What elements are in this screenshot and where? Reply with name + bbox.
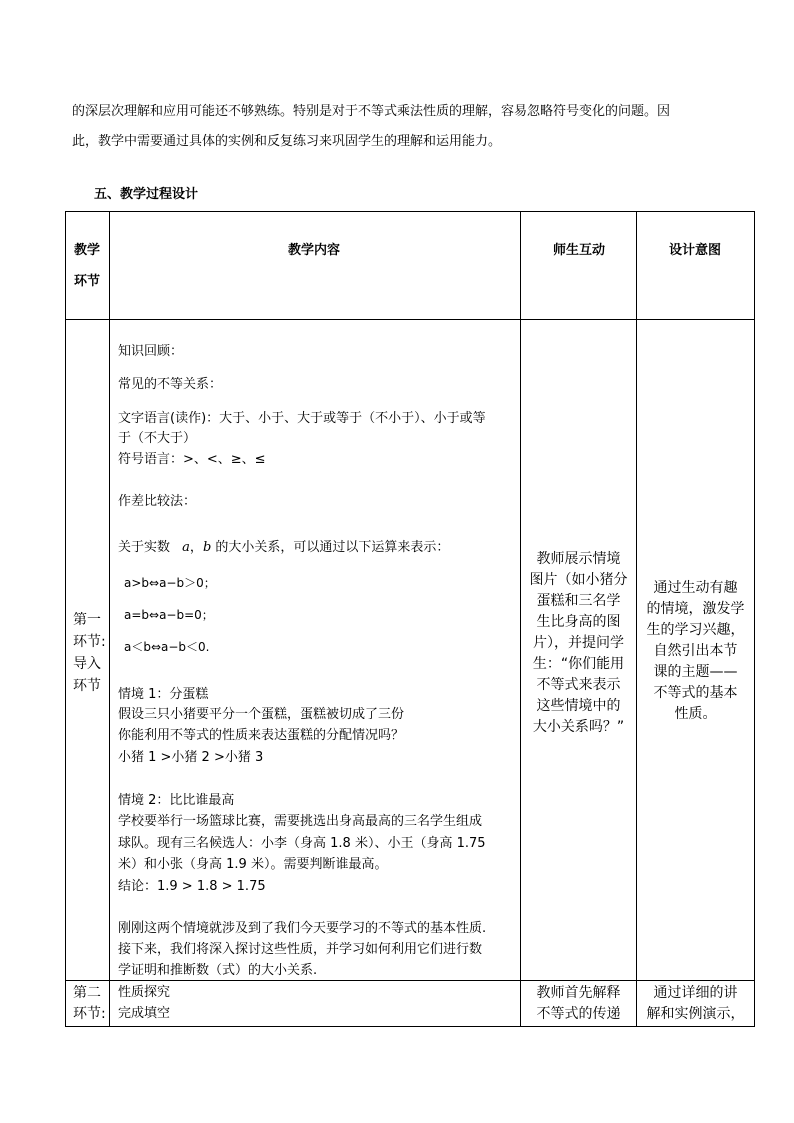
scenario-1-title: 情境 1：分蛋糕 — [118, 687, 209, 702]
scenario-1-line-2: 你能利用不等式的性质来表达蛋糕的分配情况吗？ — [118, 728, 405, 743]
row1-stage-line-4: 环节 — [73, 678, 101, 694]
real-numbers-statement — [118, 540, 449, 556]
row1-intent-line-2: 的情境，激发学 — [646, 601, 745, 617]
equivalence-greater: a>b⇔a−b＞0； — [124, 576, 216, 590]
row2-intent — [637, 981, 755, 1027]
variable-b: b — [202, 540, 212, 555]
symbolic-language: 符号语言：>、<、≥、≤ — [118, 452, 266, 467]
intro-paragraph-line-2: 此，教学中需要通过具体的实例和反复练习来巩固学生的理解和运用能力。 — [72, 134, 502, 149]
row1-interaction-line-8: 这些情境中的 — [536, 698, 621, 714]
header-content — [110, 212, 521, 320]
row1-intent-line-1: 通过生动有趣 — [653, 580, 738, 596]
scenario-2-conclusion: 结论：1.9 > 1.8 > 1.75 — [118, 879, 266, 894]
row1-interaction — [521, 320, 637, 981]
row1-interaction-line-6: 生：“你们能用 — [532, 656, 625, 672]
row2-stage-line-1: 第二 — [73, 985, 101, 1001]
real-numbers-prefix: 关于实数 — [118, 540, 171, 555]
row1-stage — [66, 320, 110, 981]
row2-intent-line-1: 通过详细的讲 — [653, 985, 738, 1001]
verbal-language-line-2: 于（不大于） — [118, 431, 197, 446]
header-interaction — [521, 212, 637, 320]
variable-a: a — [182, 540, 190, 555]
header-intent-label: 设计意图 — [669, 243, 722, 258]
difference-method-title: 作差比较法： — [118, 494, 197, 509]
row1-content — [110, 320, 521, 981]
row1-intent-line-7: 性质。 — [674, 706, 717, 722]
variable-separator: ， — [189, 540, 203, 555]
row1-interaction-line-2: 图片（如小猪分 — [529, 572, 628, 588]
relations-title: 常见的不等关系： — [118, 377, 223, 392]
row1-stage-line-3: 导入 — [73, 656, 101, 672]
row1-stage-line-2: 环节: — [73, 634, 106, 650]
scenario-2-title: 情境 2：比比谁最高 — [118, 793, 235, 808]
row1-interaction-line-5: 片），并提问学 — [533, 635, 624, 651]
row2-interaction-line-1: 教师首先解释 — [536, 985, 621, 1001]
real-numbers-suffix: 的大小关系，可以通过以下运算来表示： — [215, 540, 450, 555]
row1-interaction-line-7: 不等式来表示 — [536, 677, 621, 693]
review-title: 知识回顾： — [118, 344, 184, 359]
scenario-2-line-1: 学校要举行一场篮球比赛，需要挑选出身高最高的三名学生组成 — [118, 814, 483, 829]
row1-interaction-line-4: 生比身高的图 — [536, 614, 621, 630]
row1-intent-line-4: 自然引出本节 — [653, 643, 738, 659]
closing-line-2: 接下来，我们将深入探讨这些性质，并学习如何利用它们进行数 — [118, 942, 483, 957]
table-header-row — [66, 212, 755, 320]
table-row-stage-2 — [66, 981, 755, 1027]
row2-content — [110, 981, 521, 1027]
row1-stage-line-1: 第一 — [73, 612, 101, 628]
row2-stage — [66, 981, 110, 1027]
row2-content-line-2: 完成填空 — [118, 1006, 171, 1021]
row2-interaction — [521, 981, 637, 1027]
row1-intent — [637, 320, 755, 981]
header-stage — [66, 212, 110, 320]
row1-interaction-line-3: 蛋糕和三名学 — [536, 593, 621, 609]
row2-stage-line-2: 环节: — [73, 1006, 106, 1022]
scenario-2-line-2: 球队。现有三名候选人：小李（身高 1.8 米）、小王（身高 1.75 — [118, 836, 486, 851]
intro-paragraph-line-1: 的深层次理解和应用可能还不够熟练。特别是对于不等式乘法性质的理解，容易忽略符号变化的问题。因 — [72, 104, 671, 119]
scenario-1-line-3: 小猪 1 >小猪 2 >小猪 3 — [118, 750, 264, 765]
row1-interaction-line-9: 大小关系吗？” — [532, 719, 625, 735]
header-stage-line-2: 环节 — [74, 274, 101, 289]
verbal-language-line-1: 文字语言(读作)：大于、小于、大于或等于（不小于）、小于或等 — [118, 411, 486, 426]
equivalence-equal: a=b⇔a−b=0； — [124, 608, 214, 622]
equivalence-less: a＜b⇔a−b＜0. — [124, 640, 210, 654]
scenario-2-line-3: 米）和小张（身高 1.9 米）。需要判断谁最高。 — [118, 857, 388, 872]
row1-intent-line-6: 不等式的基本 — [653, 685, 738, 701]
row1-intent-line-5: 课的主题—— — [653, 664, 738, 680]
row2-content-line-1: 性质探究 — [118, 985, 171, 1000]
header-stage-line-1: 教学 — [74, 243, 101, 258]
row2-interaction-line-2: 不等式的传递 — [536, 1006, 621, 1022]
closing-line-1: 刚刚这两个情境就涉及到了我们今天要学习的不等式的基本性质. — [118, 921, 487, 936]
header-intent — [637, 212, 755, 320]
scenario-1-line-1: 假设三只小猪要平分一个蛋糕，蛋糕被切成了三份 — [118, 707, 405, 722]
teaching-process-table — [65, 211, 755, 1027]
closing-line-3: 学证明和推断数（式）的大小关系. — [118, 963, 318, 978]
row2-intent-line-2: 解和实例演示， — [646, 1006, 745, 1022]
table-row-stage-1 — [66, 320, 755, 981]
header-interaction-label: 师生互动 — [553, 243, 606, 258]
row1-intent-line-3: 生的学习兴趣， — [646, 622, 745, 638]
row1-interaction-line-1: 教师展示情境 — [536, 551, 621, 567]
section-heading: 五、教学过程设计 — [94, 187, 199, 202]
header-content-label: 教学内容 — [288, 243, 341, 258]
